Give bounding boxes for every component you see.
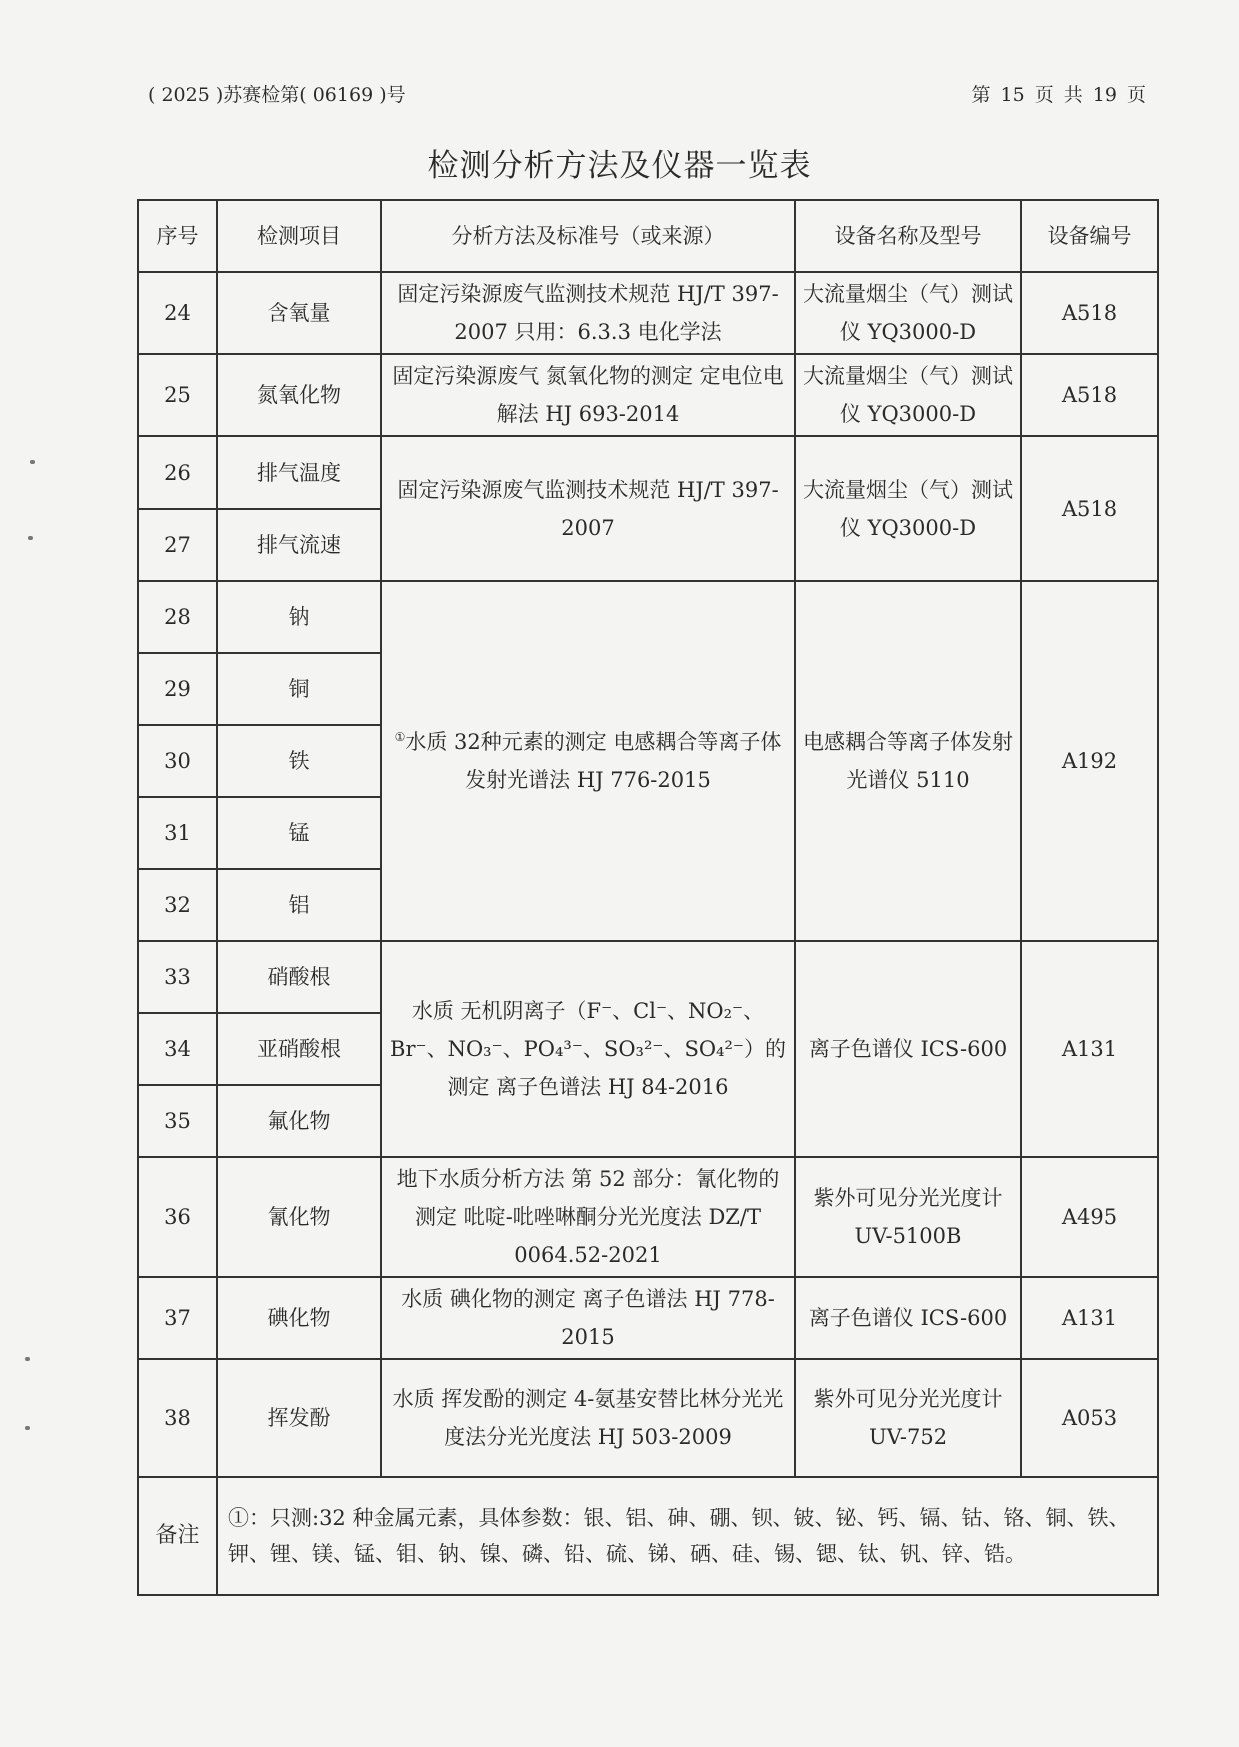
row-item: 排气流速 xyxy=(217,509,381,581)
table-row xyxy=(138,272,1158,354)
row-method: 固定污染源废气监测技术规范 HJ/T 397-2007 xyxy=(381,436,795,581)
row-code: A053 xyxy=(1021,1359,1158,1477)
report-number: ( 2025 )苏赛检第( 06169 )号 xyxy=(148,84,406,106)
scan-speck xyxy=(30,460,35,464)
row-no: 28 xyxy=(138,581,217,653)
col-header-device: 设备名称及型号 xyxy=(795,200,1021,272)
method-instrument-table xyxy=(137,199,1159,1596)
row-device: 离子色谱仪 ICS-600 xyxy=(795,941,1021,1157)
row-device: 紫外可见分光光度计 UV-752 xyxy=(795,1359,1021,1477)
footnote-mark: ① xyxy=(394,730,406,744)
row-no: 29 xyxy=(138,653,217,725)
row-item: 钠 xyxy=(217,581,381,653)
row-code: A518 xyxy=(1021,354,1158,436)
row-no: 26 xyxy=(138,436,217,509)
row-method: 水质 挥发酚的测定 4-氨基安替比林分光光度法分光光度法 HJ 503-2009 xyxy=(381,1359,795,1477)
note-row xyxy=(138,1477,1158,1595)
row-no: 36 xyxy=(138,1157,217,1277)
page-title: 检测分析方法及仪器一览表 xyxy=(427,148,812,184)
row-method: 水质 无机阴离子（F⁻、Cl⁻、NO₂⁻、Br⁻、NO₃⁻、PO₄³⁻、SO₃²⁻、SO₄²⁻）的测定 离子色谱法 HJ 84-2016 xyxy=(381,941,795,1157)
row-no: 34 xyxy=(138,1013,217,1085)
row-no: 24 xyxy=(138,272,217,354)
row-no: 37 xyxy=(138,1277,217,1359)
row-no: 25 xyxy=(138,354,217,436)
row-item: 碘化物 xyxy=(217,1277,381,1359)
row-item: 挥发酚 xyxy=(217,1359,381,1477)
col-header-code: 设备编号 xyxy=(1021,200,1158,272)
row-device: 大流量烟尘（气）测试仪 YQ3000-D xyxy=(795,436,1021,581)
table-row xyxy=(138,436,1158,509)
row-method: 地下水质分析方法 第 52 部分：氰化物的测定 吡啶-吡唑啉酮分光光度法 DZ/T 0064.52-2021 xyxy=(381,1157,795,1277)
row-item: 铝 xyxy=(217,869,381,941)
table-row xyxy=(138,1359,1158,1477)
scan-speck xyxy=(25,1426,30,1430)
table-row xyxy=(138,941,1158,1013)
row-item: 氮氧化物 xyxy=(217,354,381,436)
row-item: 铜 xyxy=(217,653,381,725)
row-no: 38 xyxy=(138,1359,217,1477)
row-no: 27 xyxy=(138,509,217,581)
row-device: 大流量烟尘（气）测试仪 YQ3000-D xyxy=(795,272,1021,354)
row-no: 35 xyxy=(138,1085,217,1157)
table-row xyxy=(138,1277,1158,1359)
page-number: 第 15 页 共 19 页 xyxy=(971,84,1146,106)
row-device: 电感耦合等离子体发射光谱仪 5110 xyxy=(795,581,1021,941)
row-method xyxy=(381,581,795,941)
table-row xyxy=(138,581,1158,653)
row-device: 大流量烟尘（气）测试仪 YQ3000-D xyxy=(795,354,1021,436)
row-method: 水质 碘化物的测定 离子色谱法 HJ 778-2015 xyxy=(381,1277,795,1359)
row-item: 铁 xyxy=(217,725,381,797)
table-header-row xyxy=(138,200,1158,272)
col-header-method: 分析方法及标准号（或来源） xyxy=(381,200,795,272)
row-code: A131 xyxy=(1021,941,1158,1157)
row-no: 32 xyxy=(138,869,217,941)
scan-speck xyxy=(25,1357,30,1361)
row-no: 33 xyxy=(138,941,217,1013)
note-text: ①：只测:32 种金属元素，具体参数：银、铝、砷、硼、钡、铍、铋、钙、镉、钴、铬、铜、铁、钾、锂、镁、锰、钼、钠、镍、磷、铅、硫、锑、硒、硅、锡、锶、钛、钒、锌、锆。 xyxy=(217,1477,1158,1595)
scan-speck xyxy=(28,536,33,540)
row-item: 锰 xyxy=(217,797,381,869)
row-code: A518 xyxy=(1021,436,1158,581)
row-method: 固定污染源废气监测技术规范 HJ/T 397-2007 只用：6.3.3 电化学法 xyxy=(381,272,795,354)
note-label: 备注 xyxy=(138,1477,217,1595)
row-code: A131 xyxy=(1021,1277,1158,1359)
row-device: 离子色谱仪 ICS-600 xyxy=(795,1277,1021,1359)
table-row xyxy=(138,354,1158,436)
col-header-no: 序号 xyxy=(138,200,217,272)
row-item: 氰化物 xyxy=(217,1157,381,1277)
row-device: 紫外可见分光光度计 UV-5100B xyxy=(795,1157,1021,1277)
table-row xyxy=(138,1157,1158,1277)
document-header xyxy=(148,80,1146,110)
col-header-item: 检测项目 xyxy=(217,200,381,272)
row-no: 30 xyxy=(138,725,217,797)
row-item: 硝酸根 xyxy=(217,941,381,1013)
row-no: 31 xyxy=(138,797,217,869)
row-item: 含氧量 xyxy=(217,272,381,354)
row-code: A192 xyxy=(1021,581,1158,941)
row-item: 氟化物 xyxy=(217,1085,381,1157)
row-method: 固定污染源废气 氮氧化物的测定 定电位电解法 HJ 693-2014 xyxy=(381,354,795,436)
row-code: A518 xyxy=(1021,272,1158,354)
row-item: 排气温度 xyxy=(217,436,381,509)
row-code: A495 xyxy=(1021,1157,1158,1277)
method-text: 水质 32种元素的测定 电感耦合等离子体发射光谱法 HJ 776-2015 xyxy=(405,730,782,792)
row-item: 亚硝酸根 xyxy=(217,1013,381,1085)
